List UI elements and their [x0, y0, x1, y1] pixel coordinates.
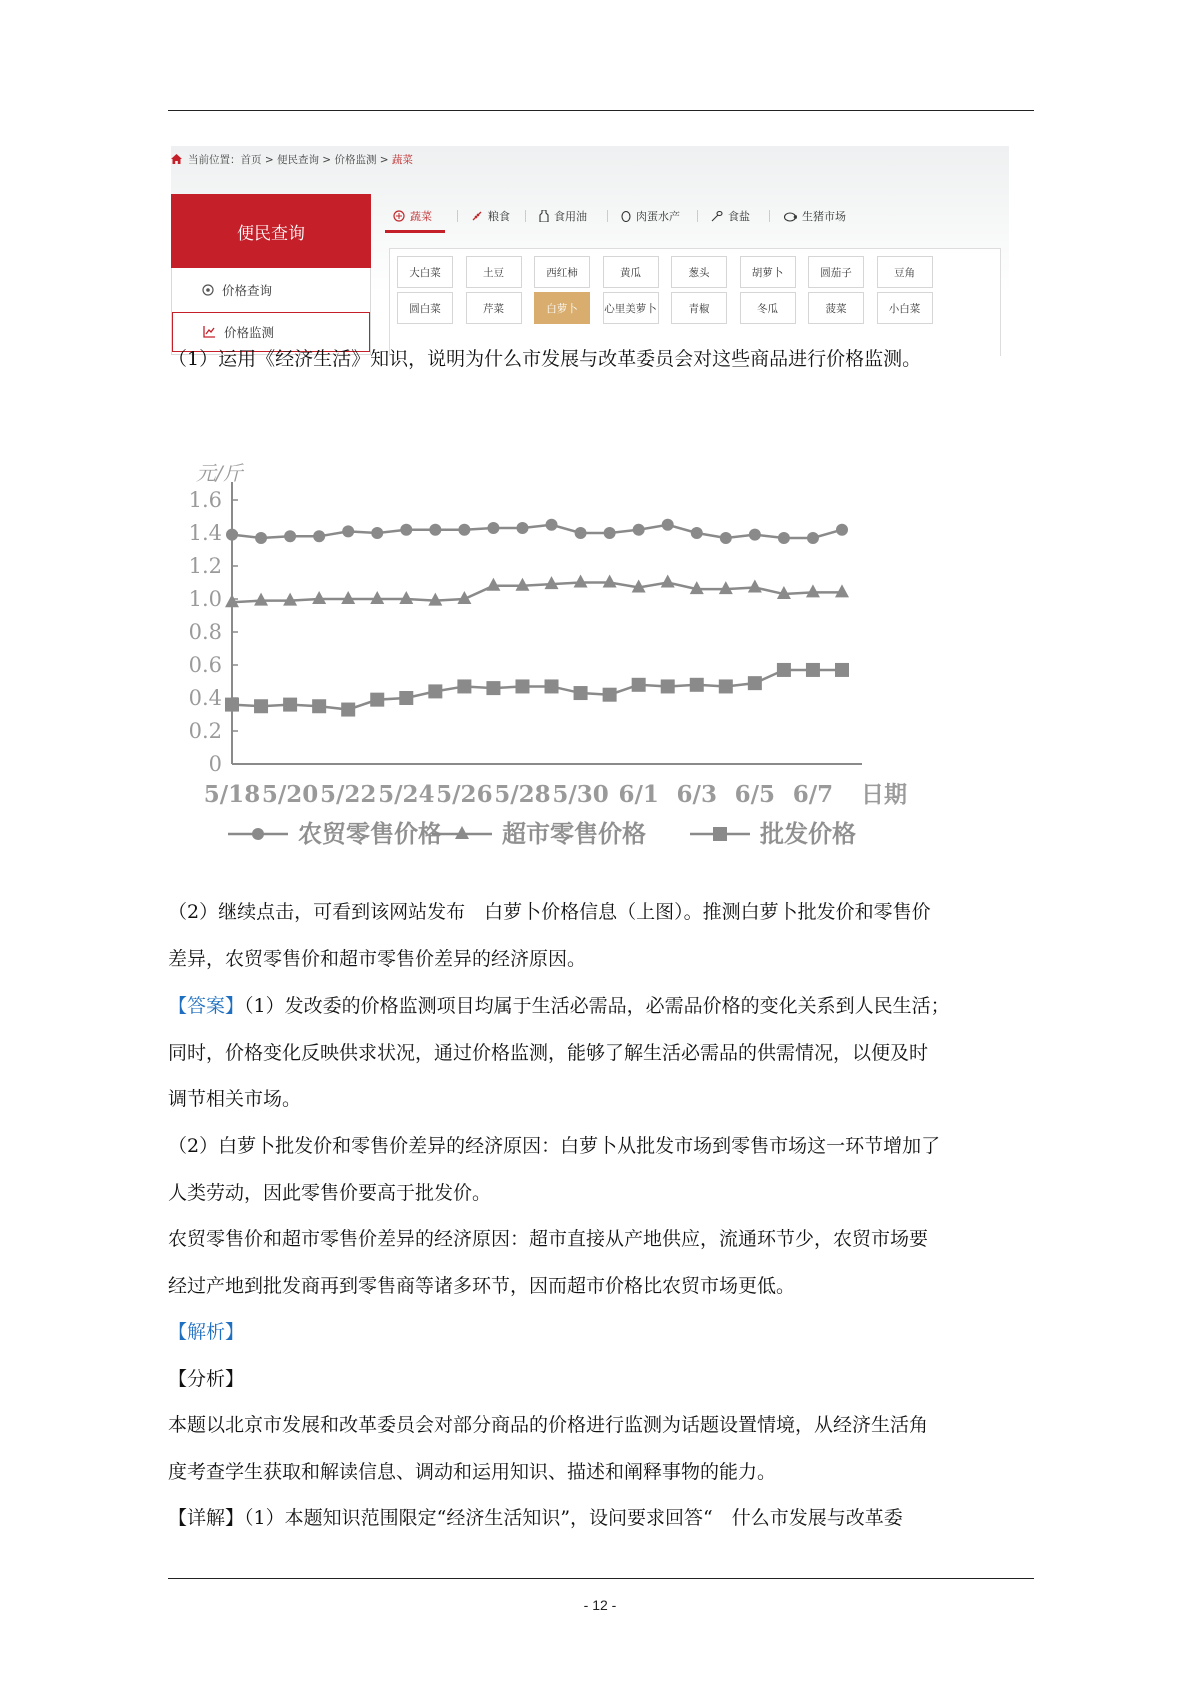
question-2-line-2: 差异，农贸零售价和超市零售价差异的经济原因。 — [168, 948, 587, 970]
chart-axes — [189, 461, 907, 808]
data-point — [341, 591, 355, 604]
y-tick-label: 1.6 — [188, 488, 222, 512]
fenxi-line-1: 本题以北京市发展和改革委员会对部分商品的价格进行监测为话题设置情境，从经济生活角 — [168, 1414, 929, 1436]
data-point — [255, 532, 267, 544]
x-tick-label: 6/3 — [676, 781, 717, 808]
data-point — [691, 527, 703, 539]
vegetable-button[interactable]: 芹菜 — [466, 292, 522, 324]
data-point — [632, 678, 646, 692]
x-tick-label: 6/1 — [618, 781, 659, 808]
data-point — [778, 532, 790, 544]
sidebar — [171, 268, 371, 355]
data-point — [836, 524, 848, 536]
tab-divider — [457, 210, 458, 222]
tab-label: 蔬菜 — [410, 210, 432, 223]
chart-legend — [228, 819, 856, 848]
tab-meat-egg-seafood[interactable] — [621, 208, 680, 224]
xiangjie-line-1 — [168, 1506, 1034, 1530]
series-circle — [226, 519, 848, 544]
vegetable-button[interactable]: 葱头 — [671, 256, 727, 288]
breadcrumb-prefix: 当前位置： — [188, 154, 241, 166]
legend-label: 批发价格 — [760, 819, 856, 848]
tab-cooking-oil[interactable] — [539, 208, 587, 224]
data-point — [749, 529, 761, 541]
sidebar-title: 便民查询 — [171, 194, 371, 268]
x-tick-label: 5/28 — [494, 781, 551, 808]
data-point — [486, 681, 500, 695]
data-point — [252, 828, 264, 840]
tab-divider — [607, 210, 608, 222]
data-point — [487, 522, 499, 534]
series-square — [225, 663, 849, 717]
breadcrumb-trail[interactable]: 首页 > 便民查询 > 价格监测 > — [240, 154, 392, 166]
legend-label: 农贸零售价格 — [298, 819, 442, 848]
oil-bottle-icon — [539, 210, 549, 222]
price-line-chart — [170, 450, 970, 870]
data-point — [284, 530, 296, 542]
data-point — [455, 826, 469, 839]
data-point — [603, 688, 617, 702]
tab-label: 粮食 — [488, 210, 510, 223]
x-tick-label: 5/24 — [378, 781, 435, 808]
egg-icon — [621, 210, 631, 222]
tab-pig-market[interactable] — [783, 208, 846, 224]
x-tick-label: 6/5 — [734, 781, 776, 808]
data-point — [283, 698, 297, 712]
data-point — [457, 679, 471, 693]
data-point — [748, 579, 762, 592]
analysis-tag: 【解析】 — [168, 1321, 245, 1343]
search-coin-icon — [202, 284, 214, 296]
data-point — [341, 703, 355, 717]
x-tick-label: 6/7 — [792, 781, 834, 808]
data-point — [661, 679, 675, 693]
y-tick-label: 1.4 — [188, 521, 222, 545]
data-point — [312, 699, 326, 713]
spoon-icon — [711, 210, 723, 222]
y-axis-title: 元/斤 — [196, 461, 243, 485]
tab-salt[interactable] — [711, 208, 750, 224]
data-point — [400, 524, 412, 536]
vegetable-button[interactable]: 土豆 — [466, 256, 522, 288]
data-point — [603, 575, 617, 588]
data-point — [574, 686, 588, 700]
grain-icon — [471, 210, 483, 222]
y-tick-label: 0 — [208, 752, 222, 776]
y-tick-label: 1.2 — [188, 554, 222, 578]
xiangjie-tag: 【详解】 — [168, 1507, 245, 1529]
sidebar-item-label: 价格查询 — [222, 283, 273, 298]
answer-line-2: 同时，价格变化反映供求状况，通过价格监测，能够了解生活必需品的供需情况，以便及时 — [168, 1042, 929, 1064]
data-point — [515, 679, 529, 693]
data-point — [312, 591, 326, 604]
category-tabs — [371, 194, 1009, 236]
answer-tag: 【答案】 — [168, 995, 245, 1017]
sidebar-item-price-monitor[interactable] — [172, 312, 370, 352]
data-point — [748, 676, 762, 690]
y-tick-label: 0.8 — [188, 620, 222, 644]
vegetable-button[interactable]: 西红柿 — [534, 256, 590, 288]
x-tick-label: 5/18 — [203, 781, 261, 808]
tab-label: 生猪市场 — [802, 210, 846, 223]
vegetable-icon — [393, 210, 405, 222]
data-point — [399, 691, 413, 705]
y-tick-label: 0.2 — [188, 719, 222, 743]
question-2-line-1: （2）继续点击，可看到该网站发布 白萝卜价格信息（上图）。推测白萝卜批发价和零售价 — [168, 901, 931, 923]
data-point — [633, 524, 645, 536]
vegetable-button[interactable]: 圆茄子 — [808, 256, 864, 288]
answer-line-7: 经过产地到批发商再到零售商等诸多环节，因而超市价格比农贸市场更低。 — [168, 1275, 796, 1297]
breadcrumb-current: 蔬菜 — [391, 154, 413, 166]
data-point — [429, 524, 441, 536]
data-point — [806, 584, 820, 597]
fenxi-line-2: 度考查学生获取和解读信息、调动和运用知识、描述和阐释事物的能力。 — [168, 1461, 777, 1483]
tab-label: 肉蛋水产 — [636, 210, 680, 223]
active-tab-underline — [385, 230, 445, 233]
answer-line-6: 农贸零售价和超市零售价差异的经济原因：超市直接从产地供应，流通环节少，农贸市场要 — [168, 1228, 929, 1250]
sidebar-item-price-query[interactable] — [172, 270, 370, 310]
data-point — [807, 532, 819, 544]
data-point — [777, 663, 791, 677]
vegetable-button[interactable]: 菠菜 — [808, 292, 864, 324]
data-point — [399, 591, 413, 604]
data-point — [516, 522, 528, 534]
vegetable-button[interactable]: 青椒 — [671, 292, 727, 324]
data-point — [458, 524, 470, 536]
data-point — [342, 525, 354, 537]
vegetable-button[interactable]: 白萝卜 — [534, 292, 590, 324]
fenxi-tag: 【分析】 — [168, 1368, 245, 1390]
tab-divider — [697, 210, 698, 222]
footer-rule — [168, 1578, 1034, 1579]
pig-icon — [783, 210, 797, 222]
series-triangle — [225, 575, 849, 608]
data-point — [370, 591, 384, 604]
vegetable-button[interactable]: 大白菜 — [397, 256, 453, 288]
data-point — [604, 527, 616, 539]
tab-label: 食盐 — [728, 210, 750, 223]
data-point — [313, 530, 325, 542]
breadcrumb — [171, 152, 413, 167]
data-point — [226, 529, 238, 541]
data-point — [806, 663, 820, 677]
data-point — [486, 578, 500, 591]
data-point — [254, 699, 268, 713]
x-tick-label: 5/22 — [319, 781, 377, 808]
answer-text: （1）发改委的价格监测项目均属于生活必需品，必需品价格的变化关系到人民生活； — [244, 995, 950, 1017]
y-tick-label: 0.4 — [188, 686, 222, 710]
data-point — [254, 593, 268, 606]
answer-line-1 — [168, 994, 1034, 1018]
home-icon[interactable] — [171, 154, 182, 164]
website-screenshot — [171, 146, 1009, 356]
tab-divider — [769, 210, 770, 222]
data-point — [371, 527, 383, 539]
tab-vegetables[interactable] — [393, 208, 432, 224]
legend-label: 超市零售价格 — [502, 819, 646, 848]
data-point — [225, 698, 239, 712]
sidebar-item-label: 价格监测 — [224, 325, 275, 340]
vegetable-button[interactable]: 心里美萝卜 — [603, 292, 659, 324]
x-tick-label: 5/26 — [436, 781, 493, 808]
data-point — [690, 678, 704, 692]
data-point — [720, 532, 732, 544]
vegetable-button[interactable]: 胡萝卜 — [740, 256, 796, 288]
y-tick-label: 0.6 — [188, 653, 222, 677]
data-point — [546, 519, 558, 531]
answer-line-3: 调节相关市场。 — [168, 1088, 302, 1110]
data-point — [662, 519, 674, 531]
y-tick-label: 1.0 — [188, 587, 222, 611]
answer-line-5: 人类劳动，因此零售价要高于批发价。 — [168, 1182, 492, 1204]
xiangjie-text: （1）本题知识范围限定“经济生活知识”，设问要求回答“ 什么市发展与改革委 — [244, 1507, 903, 1529]
data-point — [719, 679, 733, 693]
tab-label: 食用油 — [554, 210, 587, 223]
x-tick-label: 5/30 — [552, 781, 609, 808]
page-number: - 12 - — [583, 1597, 617, 1613]
vegetable-button[interactable]: 豆角 — [877, 256, 933, 288]
vegetable-button[interactable]: 圆白菜 — [397, 292, 453, 324]
vegetable-button[interactable]: 小白菜 — [877, 292, 933, 324]
x-axis-title: 日期 — [861, 781, 907, 808]
data-point — [835, 584, 849, 597]
question-1: （1）运用《经济生活》知识，说明为什么市发展与改革委员会对这些商品进行价格监测。 — [168, 348, 922, 370]
data-point — [370, 693, 384, 707]
x-tick-label: 5/20 — [261, 781, 319, 808]
tab-grain[interactable] — [471, 208, 510, 224]
chart-icon — [203, 326, 216, 338]
answer-line-4: （2）白萝卜批发价和零售价差异的经济原因：白萝卜从批发市场到零售市场这一环节增加了 — [168, 1135, 941, 1157]
data-point — [835, 663, 849, 677]
vegetable-button[interactable]: 黄瓜 — [603, 256, 659, 288]
data-point — [713, 827, 727, 841]
tab-divider — [525, 210, 526, 222]
data-point — [545, 679, 559, 693]
data-point — [428, 684, 442, 698]
vegetable-button[interactable]: 冬瓜 — [740, 292, 796, 324]
header-rule — [168, 110, 1034, 111]
data-point — [574, 575, 588, 588]
data-point — [661, 575, 675, 588]
data-point — [575, 527, 587, 539]
chart-series — [225, 519, 849, 717]
